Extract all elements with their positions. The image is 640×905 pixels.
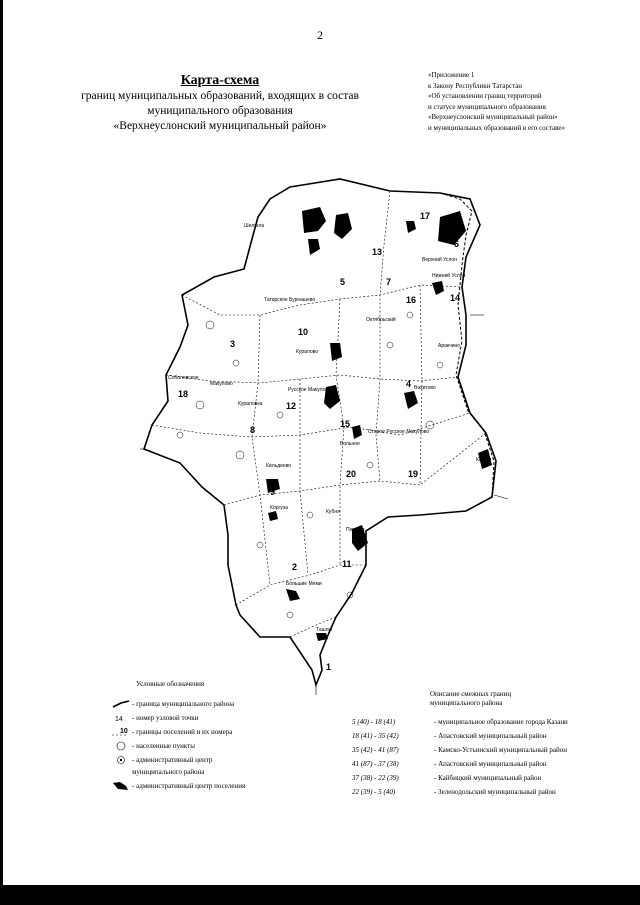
scan-bottom-edge bbox=[0, 885, 640, 905]
settlement-number: 19 bbox=[408, 469, 419, 479]
place-label: Макулово bbox=[210, 381, 233, 387]
district-map bbox=[140, 165, 510, 705]
place-label: Вольное bbox=[340, 441, 360, 447]
district-boundary-symbol bbox=[112, 698, 130, 710]
place-label: Кильдеево bbox=[266, 463, 292, 469]
legend-title: Условные обозначения bbox=[136, 680, 205, 688]
settlement-number: 18 bbox=[178, 389, 189, 399]
list-item: 5 (40) - 18 (41) - муниципальное образование города Казани bbox=[352, 718, 568, 726]
settlement-number: 13 bbox=[372, 247, 383, 257]
place-label: Кураловка bbox=[238, 401, 263, 407]
settlement-number: 4 bbox=[406, 379, 412, 389]
settlement-number: 5 bbox=[340, 277, 346, 287]
place-label: Канаш bbox=[476, 457, 492, 463]
svg-text:14: 14 bbox=[115, 716, 123, 723]
settlement-number: 12 bbox=[286, 401, 297, 411]
settlement-number: 3 bbox=[230, 339, 236, 349]
svg-text:10: 10 bbox=[120, 728, 128, 735]
appendix-line: и муниципальных образований в его составе» bbox=[428, 123, 566, 132]
place-label: Соболевское bbox=[168, 375, 199, 381]
place-label: Шеланга bbox=[244, 223, 265, 229]
list-item: 37 (38) - 22 (39) - Кайбицкий муниципальный район bbox=[352, 774, 542, 782]
legend-item: - административный центр поселения bbox=[112, 780, 322, 794]
settlement-number: 20 bbox=[346, 469, 357, 479]
settlement-number: 8 bbox=[250, 425, 256, 435]
legend-item-continuation: муниципального района bbox=[132, 768, 205, 776]
desc-title-line: муниципального района bbox=[430, 699, 503, 707]
appendix-line: «Верхнеуслонский муниципальный район» bbox=[428, 113, 558, 121]
settlement-number: 11 bbox=[342, 559, 352, 569]
legend-item: 10 - границы поселений и их номера bbox=[112, 726, 322, 740]
place-label: Русское Макулово bbox=[288, 387, 331, 393]
subtitle-line-1: границ муниципальных образований, входящих в состав bbox=[81, 90, 359, 102]
settlement-boundary-symbol bbox=[112, 726, 130, 738]
list-item: 35 (42) - 41 (87) - Камско-Устьинский муниципальный район bbox=[352, 746, 567, 754]
place-label: Вахитово bbox=[414, 385, 436, 391]
settlement-number: 16 bbox=[406, 295, 417, 305]
desc-title-line: Описание смежных границ bbox=[430, 690, 512, 698]
appendix-line: «Приложение 1 bbox=[428, 71, 475, 79]
boundary-pointer bbox=[494, 495, 508, 499]
list-item: 18 (41) - 35 (42) - Апастовский муниципальный район bbox=[352, 732, 547, 740]
place-label: Большие Меми bbox=[286, 581, 322, 587]
settlement-number: 9 bbox=[270, 487, 276, 497]
settlement-number: 15 bbox=[340, 419, 351, 429]
list-item: 41 (87) - 37 (38) - Апастовский муниципальный район bbox=[352, 760, 547, 768]
settlement-number: 1 bbox=[326, 662, 332, 672]
place-label: Печищи bbox=[346, 527, 365, 533]
map-title: Карта-схема bbox=[180, 73, 260, 88]
place-label: Коргуза bbox=[270, 505, 288, 511]
legend-item: - населенные пункты bbox=[112, 740, 322, 754]
place-label: Старое Русское Макулово bbox=[368, 429, 430, 435]
settlement-number: 17 bbox=[420, 211, 431, 221]
settlement-number: 10 bbox=[298, 327, 309, 337]
page-number: 2 bbox=[317, 28, 323, 42]
appendix-note bbox=[428, 70, 633, 133]
district-center-symbol bbox=[112, 754, 130, 766]
scan-left-edge bbox=[0, 0, 3, 905]
settlement-center-symbol bbox=[112, 780, 130, 792]
appendix-line: и статусе муниципального образования bbox=[428, 102, 546, 111]
appendix-line: к Закону Республики Татарстан bbox=[428, 81, 523, 90]
village-symbol bbox=[112, 740, 130, 752]
place-label: Татарское Бурнашево bbox=[264, 297, 316, 303]
legend-item: - граница муниципального района bbox=[112, 698, 322, 712]
legend-item: 14 - номер узловой точки bbox=[112, 712, 322, 726]
node-point-symbol bbox=[112, 712, 130, 724]
adjacent-boundaries-heading bbox=[430, 690, 630, 708]
place-label: Нижний Услон bbox=[432, 273, 466, 279]
settlement-number: 14 bbox=[450, 293, 461, 303]
place-label: Аракчино bbox=[438, 343, 461, 349]
settlement-number: 6 bbox=[454, 239, 460, 249]
settlement-number: 7 bbox=[386, 277, 392, 287]
place-label: Куралово bbox=[296, 349, 319, 355]
place-label: Верхний Услон bbox=[422, 257, 457, 263]
place-label: Октябрьский bbox=[366, 317, 396, 323]
subtitle-line-3: «Верхнеуслонский муниципальный район» bbox=[113, 120, 327, 132]
legend-item: - административный центр bbox=[112, 754, 322, 768]
appendix-line: «Об установлении границ территорий bbox=[428, 92, 542, 100]
place-label: Кубня bbox=[326, 509, 340, 515]
settlement-number: 2 bbox=[292, 562, 298, 572]
list-item: 22 (39) - 5 (40) - Зеленодольский муниципальный район bbox=[352, 788, 556, 796]
place-label: Ташлы bbox=[316, 627, 333, 633]
title-block bbox=[80, 72, 360, 134]
subtitle-line-2: муниципального образования bbox=[147, 105, 293, 117]
